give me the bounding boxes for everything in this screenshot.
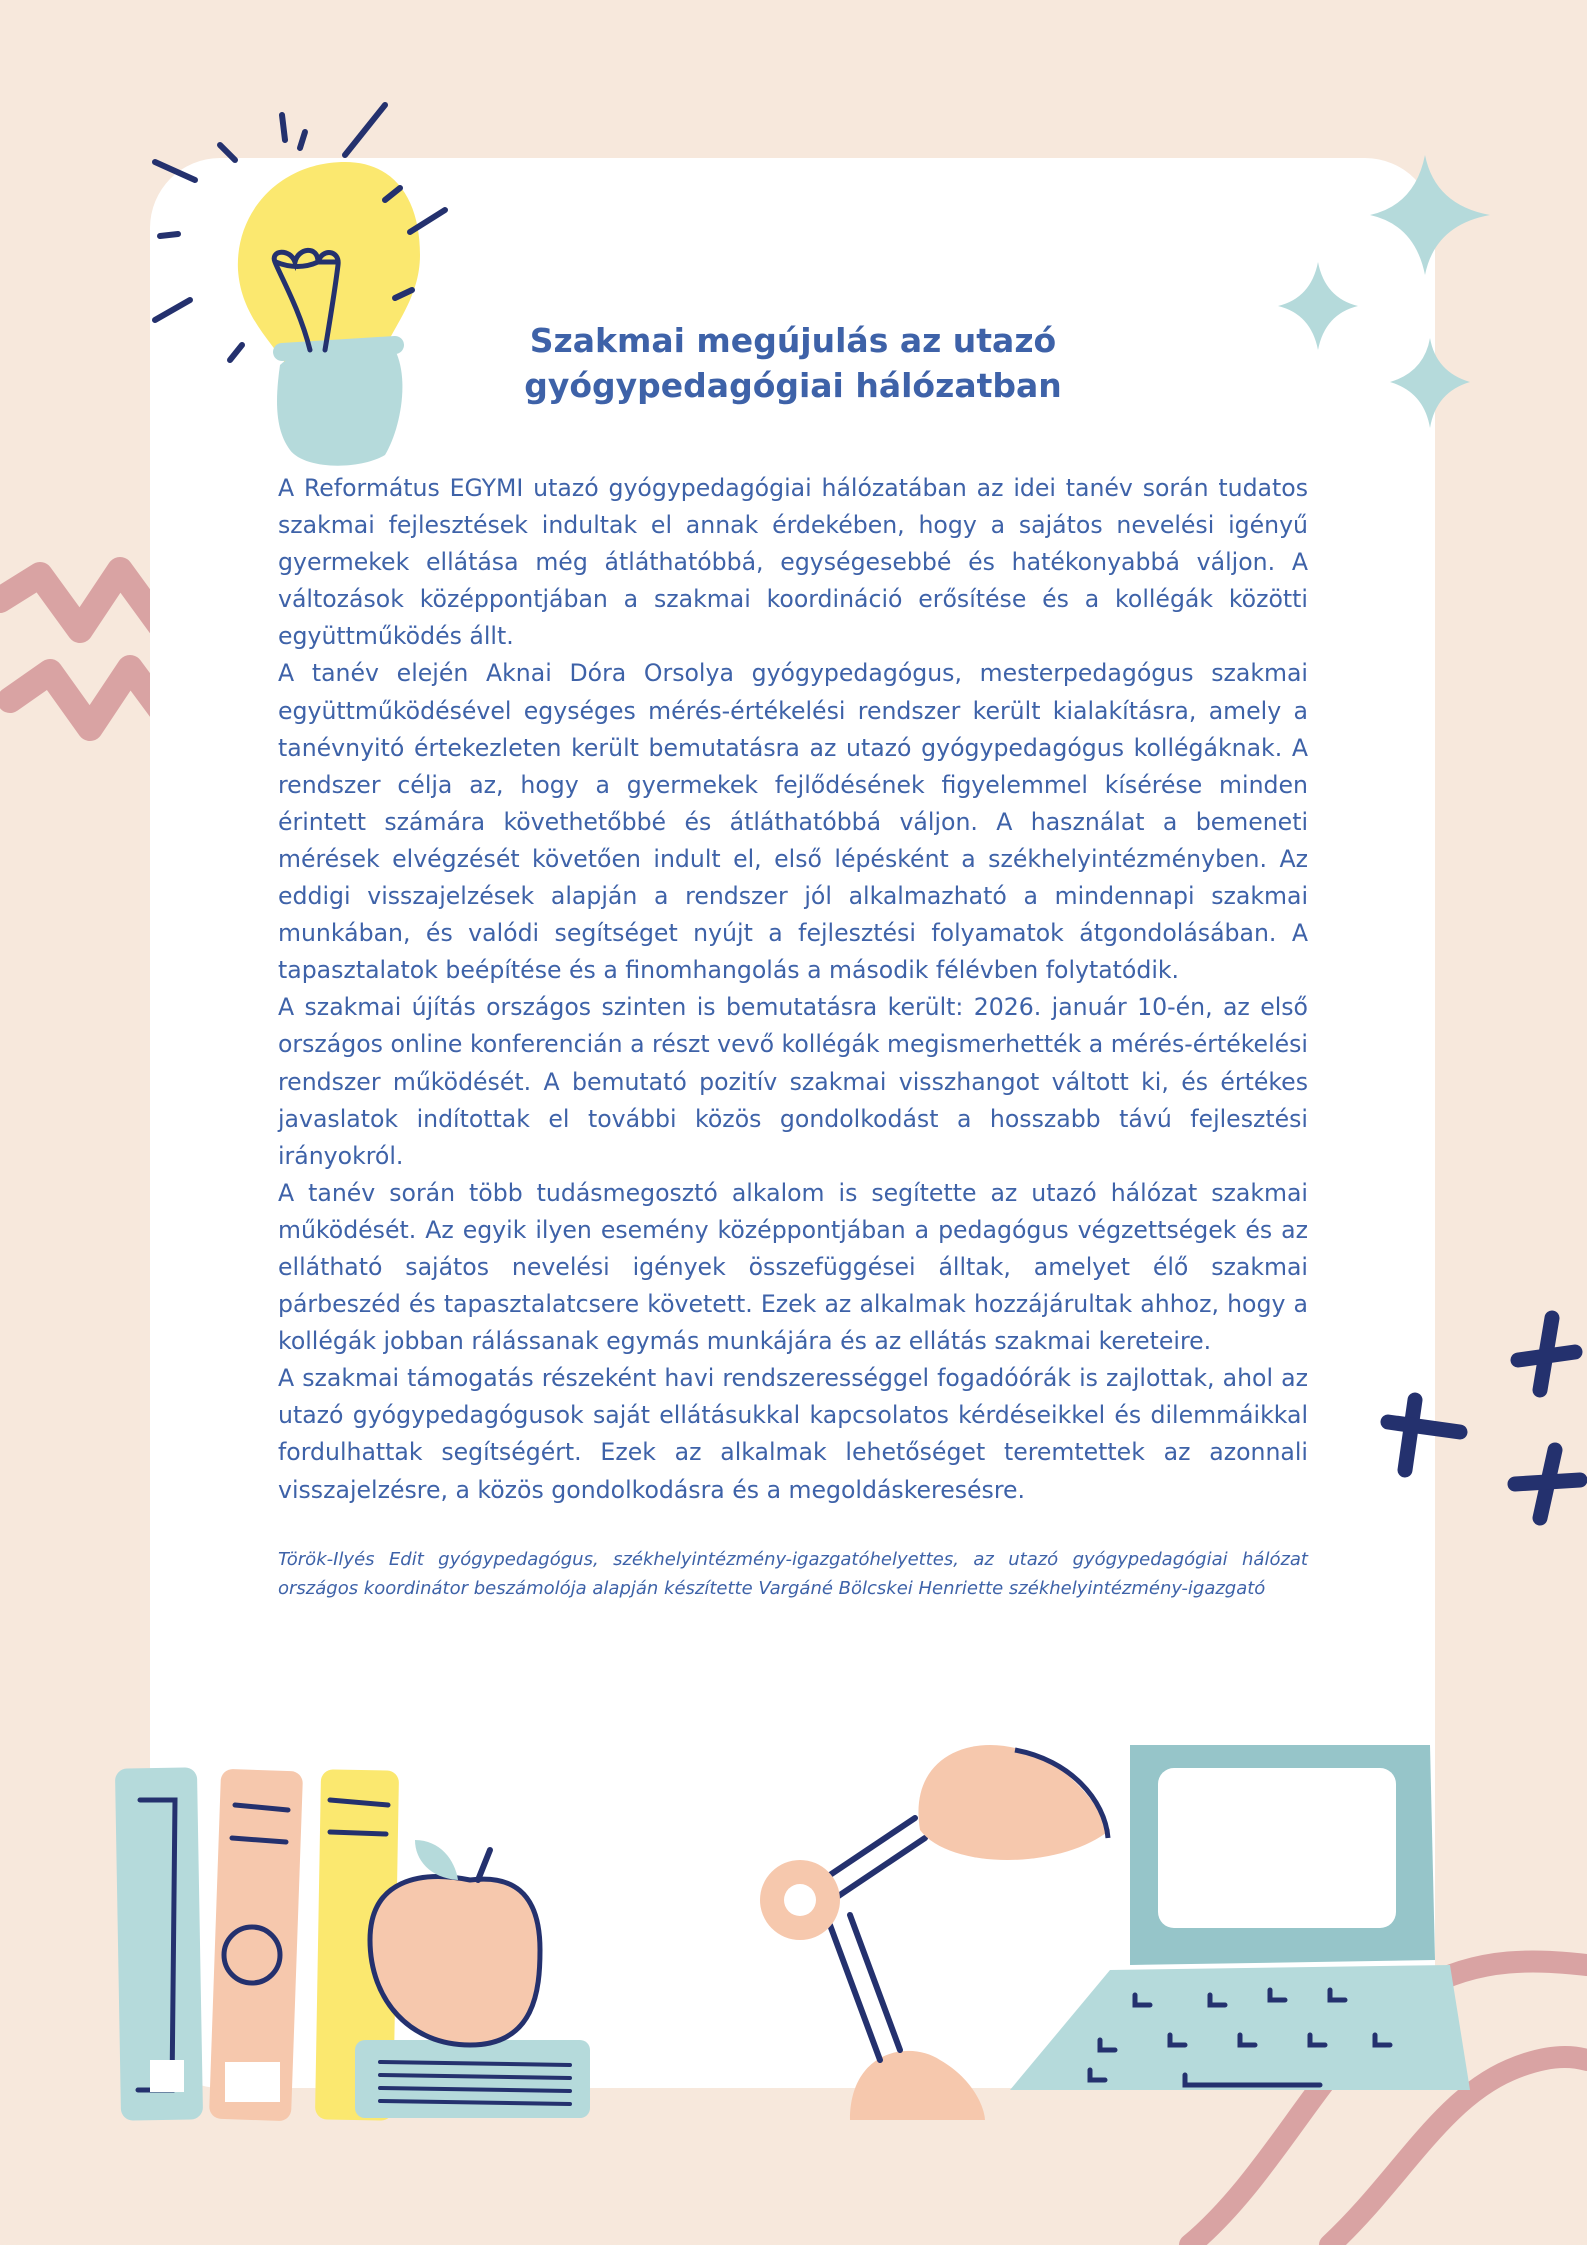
- paragraph-4: A tanév során több tudásmegosztó alkalom is segítette az utazó hálózat szakmai működését. Az egyik ilyen esemény középpontjában a pedagógus végzettségek és az ellátható sajátos nevelési igények összefüggései álltak, amelyet élő szakmai párbeszéd és tapasztalatcsere követett. Ezek az alkalmak hozzájárultak ahhoz, hogy a kollégák jobban rálássanak egymás munkájára és az ellátás szakmai kereteire.: [278, 1178, 1308, 1356]
- paragraph-3: A szakmai újítás országos szinten is bemutatásra került: 2026. január 10-én, az első országos online konferencián a részt vevő kollégák megismerhették a mérés-értékelési rendszer működését. A bemutató pozitív szakmai visszhangot váltott ki, és értékes javaslatok indítottak el további közös gondolkodást a hosszabb távú fejlesztési irányokról.: [278, 993, 1308, 1170]
- paragraph-2: A tanév elején Aknai Dóra Orsolya gyógypedagógus, mesterpedagógus szakmai együttműködésével egységes mérés-értékelési rendszer került kialakításra, amely a tanévnyitó értekezleten került bemutatásra az utazó gyógypedagógus kollégáknak. A rendszer célja az, hogy a gyermekek fejlődésének figyelemmel kísérése minden érintett számára követhetőbbé és átláthatóbbá váljon. A használat a bemeneti mérések elvégzését követően indult el, első lépésként a székhelyintézményben. Az eddigi visszajelzések alapján a rendszer jól alkalmazható a mindennapi szakmai munkában, és valódi segítséget nyújt a fejlesztési folyamatok átgondolásában. A tapasztalatok beépítése és a finomhangolás a második félévben folytatódik.: [278, 659, 1308, 985]
- author-credit: Török-Ilyés Edit gyógypedagógus, székhelyintézmény-igazgatóhelyettes, az utazó gyógypedagógiai hálózat országos koordinátor beszámolója alapján készítette Vargáné Bölcskei Henriette székhelyintézmény-igazgató: [278, 1548, 1308, 1600]
- title-line-1: Szakmai megújulás az utazó: [529, 321, 1057, 360]
- paragraph-5: A szakmai támogatás részeként havi rendszerességgel fogadóórák is zajlottak, ahol az utazó gyógypedagógusok saját ellátásukkal kapcsolatos kérdéseikkel és dilemmáikkal fordulhattak segítségért. Ezek az alkalmak lehetőséget teremtettek az azonnali visszajelzésre, a közös gondolkodásra és a megoldáskeresésre.: [278, 1364, 1308, 1504]
- title-line-2: gyógypedagógiai hálózatban: [524, 366, 1062, 405]
- article: [278, 318, 1308, 1622]
- paragraph-1: A Református EGYMI utazó gyógypedagógiai hálózatában az idei tanév során tudatos szakmai fejlesztések indultak el annak érdekében, hogy a sajátos nevelési igényű gyermekek ellátása még átláthatóbbá, egységesebbé és hatékonyabbá váljon. A változások középpontjában a szakmai koordináció erősítése és a kollégák közötti együttműködés állt.: [278, 474, 1308, 651]
- page-title: [278, 318, 1308, 408]
